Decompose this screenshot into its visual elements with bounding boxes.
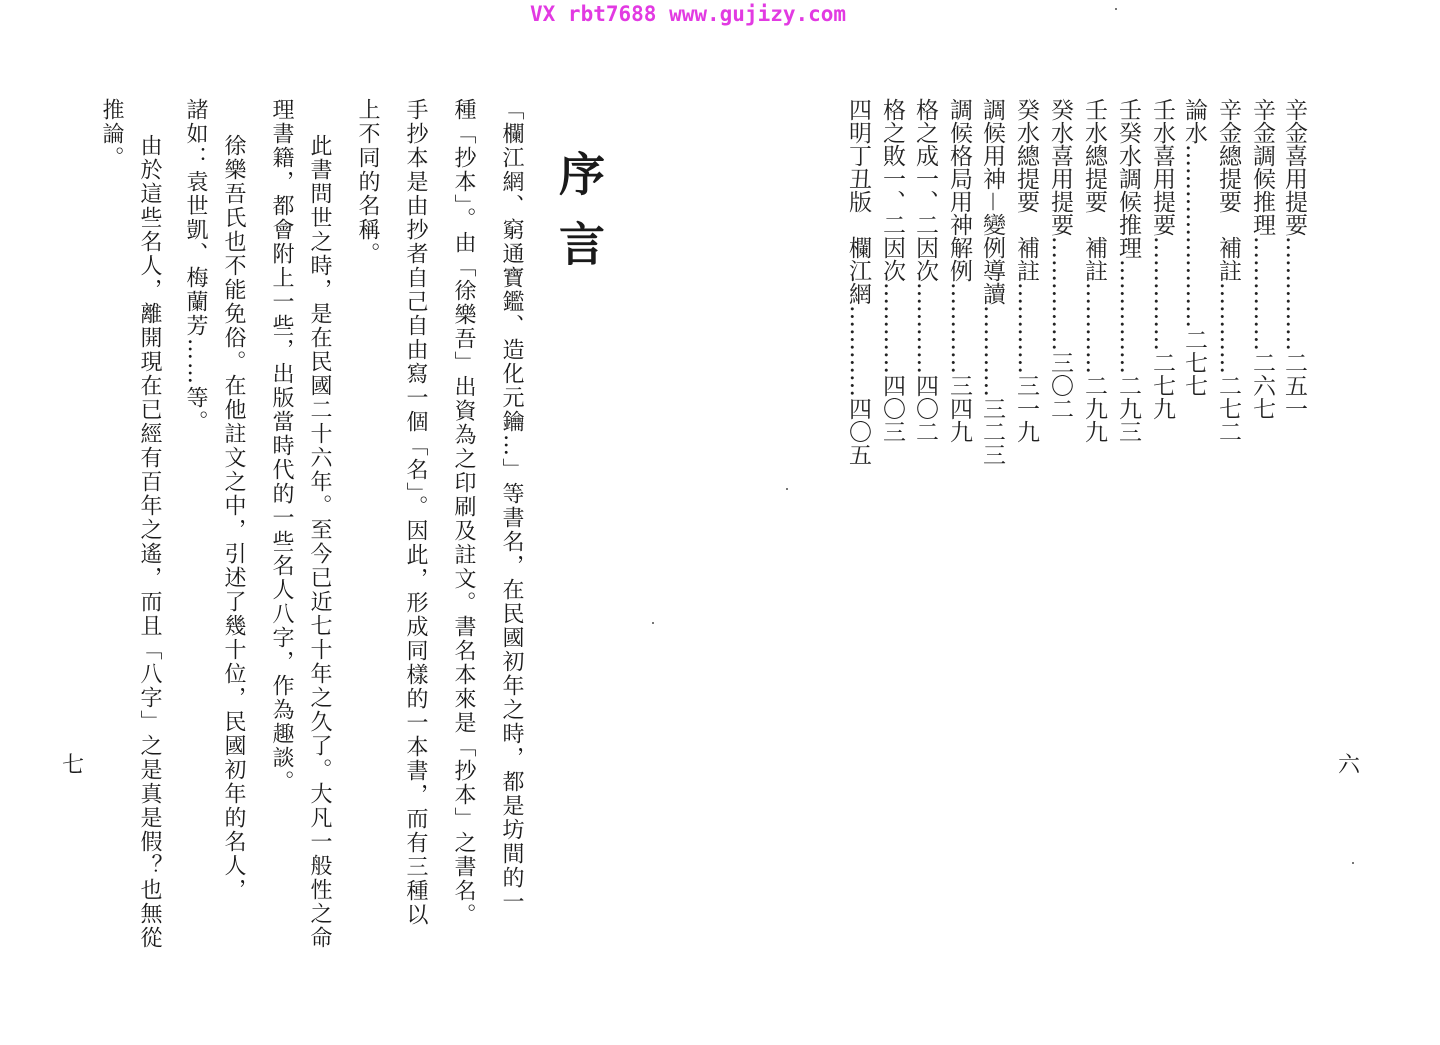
toc-entry-page: 二七九 xyxy=(1149,351,1175,420)
toc-entry xyxy=(880,98,903,443)
toc-entry-title: 辛金喜用提要 xyxy=(1281,98,1307,236)
toc-entry xyxy=(1216,98,1239,443)
toc-entry-dots: ………… xyxy=(979,305,1005,397)
toc-entry-title: 四明丁丑版 欄江網 xyxy=(845,98,871,305)
toc-entry-page: 四〇三 xyxy=(879,374,905,443)
toc-entry-page: 三一九 xyxy=(1013,374,1039,443)
toc-entry-dots: ………… xyxy=(845,305,871,397)
toc-entry xyxy=(980,98,1003,466)
watermark-text: VX rbt7688 www.gujizy.com xyxy=(530,2,847,26)
toc-entry xyxy=(1048,98,1071,420)
preface-title: 序言 xyxy=(552,150,606,290)
toc-entry xyxy=(1082,98,1105,443)
scan-speck xyxy=(652,622,654,624)
toc-entry-title: 壬水總提要 補註 xyxy=(1081,98,1107,282)
preface-line: 由於這些名人，離開現在已經有百年之遙，而且「八字」之是真是假？也無從 xyxy=(137,134,162,950)
toc-entry-title: 壬癸水調候推理 xyxy=(1115,98,1141,259)
toc-entry xyxy=(1182,98,1205,397)
page-number-left: 七 xyxy=(62,753,85,778)
preface-line: 理書籍，都會附上一些，出版當時代的一些名人八字，作為趣談。 xyxy=(269,98,294,794)
toc-entry-page: 二九九 xyxy=(1081,374,1107,443)
preface-line: 諸如：袁世凱、梅蘭芳……等。 xyxy=(183,98,208,434)
toc-entry-title: 調候格局用神解例 xyxy=(946,98,972,282)
toc-entry-title: 壬水喜用提要 xyxy=(1149,98,1175,236)
toc-entry-title: 癸水喜用提要 xyxy=(1047,98,1073,236)
toc-entry-title: 調候用神－變例導讀 xyxy=(979,98,1005,305)
toc-entry-page: 二六七 xyxy=(1249,351,1275,420)
toc-entry-page: 四〇二 xyxy=(912,374,938,443)
toc-entry-title: 辛金調候推理 xyxy=(1249,98,1275,236)
preface-line: 徐樂吾氏也不能免俗。在他註文之中，引述了幾十位，民國初年的名人， xyxy=(221,134,246,902)
page-number-right: 六 xyxy=(1338,753,1361,778)
preface-line: 推論。 xyxy=(99,98,124,170)
scan-speck xyxy=(1115,8,1117,10)
toc-entry-page: 三二三 xyxy=(979,397,1005,466)
toc-entry-dots: ………… xyxy=(1081,282,1107,374)
preface-line: 上不同的名稱。 xyxy=(355,98,380,266)
toc-entry-dots: ………… xyxy=(1215,282,1241,374)
toc-entry-page: 二七七 xyxy=(1181,328,1207,397)
toc-entry-page: 三〇二 xyxy=(1047,351,1073,420)
toc-entry-page: 二九三 xyxy=(1115,374,1141,443)
toc-entry xyxy=(1116,98,1139,443)
toc-entry xyxy=(846,98,869,466)
toc-entry-page: 二五一 xyxy=(1281,351,1307,420)
toc-entry-title: 格之成一、二因次 xyxy=(912,98,938,282)
toc-entry xyxy=(1282,98,1305,420)
toc-entry-dots: ………… xyxy=(879,282,905,374)
toc-entry-title: 論水 xyxy=(1181,98,1207,144)
toc-entry-page: 四〇五 xyxy=(845,397,871,466)
toc-entry xyxy=(1014,98,1037,443)
preface-line: 手抄本是由抄者自己自由寫一個「名」。因此，形成同樣的一本書，而有三種以 xyxy=(403,98,428,927)
toc-entry-dots: …………… xyxy=(1281,236,1307,351)
toc-entry-dots: …………… xyxy=(1149,236,1175,351)
toc-entry xyxy=(1250,98,1273,420)
toc-entry xyxy=(947,98,970,443)
toc-entry xyxy=(1150,98,1173,420)
preface-line: 此書問世之時，是在民國二十六年。至今已近七十年之久了。大凡一般性之命 xyxy=(307,134,332,950)
toc-entry-title: 格之敗一、二因次 xyxy=(879,98,905,282)
toc-entry-title: 癸水總提要 補註 xyxy=(1013,98,1039,282)
toc-entry-page: 三四九 xyxy=(946,374,972,443)
toc-entry-title: 辛金總提要 補註 xyxy=(1215,98,1241,282)
toc-entry-dots: ………… xyxy=(1013,282,1039,374)
toc-entry-dots: …………………… xyxy=(1181,144,1207,328)
preface-line: 「欄江網、窮通寶鑑、造化元鑰…」等書名，在民國初年之時，都是坊間的一 xyxy=(499,98,524,914)
toc-entry-dots: …………… xyxy=(1115,259,1141,374)
scan-speck xyxy=(1352,862,1354,864)
toc-entry-page: 二七二 xyxy=(1215,374,1241,443)
toc-entry xyxy=(913,98,936,443)
toc-entry-dots: …………… xyxy=(1249,236,1275,351)
preface-line: 種「抄本」。由「徐樂吾」出資為之印刷及註文。書名本來是「抄本」之書名。 xyxy=(451,98,476,927)
toc-entry-dots: ………… xyxy=(912,282,938,374)
toc-entry-dots: …………… xyxy=(1047,236,1073,351)
toc-entry-dots: ………… xyxy=(946,282,972,374)
scan-speck xyxy=(786,488,788,490)
